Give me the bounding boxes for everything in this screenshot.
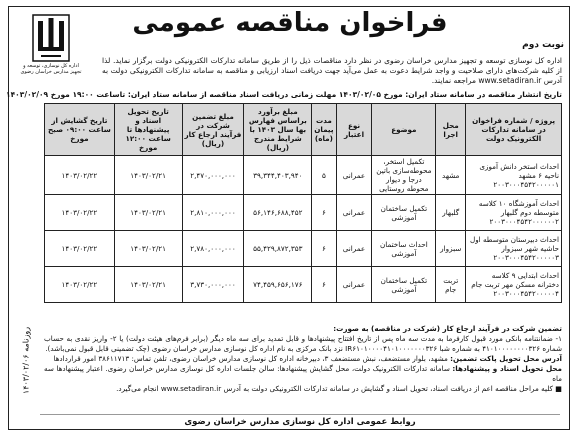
intro-text: اداره کل نوسازی توسعه و تجهیز مدارس خراسان رضوی در نظر دارد مناقصات ذیل را از طریق سامانه تدارکات الکترونیکی دولت برگزار نماید. لذا از کلیه شرکت‌های دارای صلاحیت و واجد شرایط دعوت به عمل می‌آید جهت دریافت اسناد ارزیابی و مناقصه به سامانه تدارکات الکترونیکی دولت به آدرس: [102, 56, 562, 85]
bids-text: سامانه تدارکات الکترونیک دولت، محل گشایش پیشنهادها: سالن جلسات اداره کل نوسازی مدارس خراسان رضوی. اعتبار پیشنهادها سه ماه: [44, 364, 562, 383]
cell-place: گلبهار: [436, 195, 466, 231]
col-project: پروژه / شماره فراخوان در سامانه تدارکات الکترونیک دولت: [466, 104, 562, 156]
cell-delivery: ۱۴۰۳/۰۲/۲۱: [114, 267, 182, 303]
organization-logo: [18, 14, 84, 84]
table-row: [45, 195, 562, 231]
cell-estimate: ۵۶,۱۴۶,۶۸۸,۴۵۲: [244, 195, 312, 231]
cell-duration: ۵: [312, 156, 336, 195]
guarantee-heading: تضمین شرکت در فرآیند ارجاع کار (شرکت در مناقصه) به صورت:: [333, 324, 562, 333]
cell-project: احداث ابتدایی ۹ کلاسه دخترانه مسکن مهر تربت جام ۲۰۰۳۰۰۰۴۵۴۲۰۰۰۰۰۴: [466, 267, 562, 303]
col-subject: موضوع: [372, 104, 436, 156]
col-opening: تاریخ گشایش از ساعت ۰۹:۰۰ صبح مورخ: [45, 104, 115, 156]
cell-opening: ۱۴۰۳/۰۲/۲۲: [45, 156, 115, 195]
guarantee-bids: [44, 364, 562, 384]
cell-opening: ۱۴۰۳/۰۲/۲۲: [45, 195, 115, 231]
cell-opening: ۱۴۰۳/۰۲/۲۲: [45, 267, 115, 303]
logo-caption: اداره کل نوسازی، توسعه و تجهیز مدارس خراسان رضوی: [20, 63, 82, 75]
intro-suffix: مراجعه نمایند.: [431, 76, 477, 85]
cell-subject: تکمیل استخر، محوطه‌سازی باتین درجا و دیوار محوطه روستایی: [372, 156, 436, 195]
col-estimate: مبلغ برآورد براساس فهارس بها سال ۱۴۰۳ با شرایط مندرج (ریال): [244, 104, 312, 156]
table-row: [45, 267, 562, 303]
cell-subject: تکمیل ساختمان آموزشی: [372, 195, 436, 231]
table-row: [45, 231, 562, 267]
intro-paragraph: [102, 56, 562, 86]
cell-credit: عمرانی: [336, 267, 372, 303]
col-credit: نوع اعتبار: [336, 104, 372, 156]
dates-line: تاریخ انتشار مناقصه در سامانه ستاد ایران: مورخ ۱۴۰۳/۰۲/۰۵ مهلت زمانی دریافت اسناد مناقصه از سامانه ستاد ایران: تاساعت ۱۹:۰۰ مورخ ۱۴۰۳/۰۲/۰۹: [6, 90, 562, 99]
cell-subject: احداث ساختمان آموزشی: [372, 231, 436, 267]
notice-bullet: ■: [552, 384, 562, 393]
cell-guarantee: ۲,۴۷۰,۰۰۰,۰۰۰: [182, 156, 244, 195]
round-label: نوبت دوم: [522, 40, 564, 50]
col-guarantee: مبلغ تضمین شرکت در فرآیند ارجاع کار (ریال): [182, 104, 244, 156]
address-label: آدرس محل تحویل پاکت تضمین:: [450, 354, 562, 363]
cell-delivery: ۱۴۰۳/۰۲/۲۱: [114, 156, 182, 195]
col-place: محل اجرا: [436, 104, 466, 156]
side-newspaper-date: [22, 300, 30, 420]
cell-opening: ۱۴۰۳/۰۲/۲۲: [45, 231, 115, 267]
cell-credit: عمرانی: [336, 156, 372, 195]
intro-url[interactable]: www.setadiran.ir: [478, 76, 542, 85]
guarantee-address: [44, 354, 562, 364]
cell-estimate: ۵۵,۴۲۹,۸۷۲,۳۵۳: [244, 231, 312, 267]
col-delivery: تاریخ تحویل اسناد و پیشنهادها تا ساعت ۱۲:۰۰ مورخ: [114, 104, 182, 156]
table-row: [45, 156, 562, 195]
tender-table: [44, 103, 562, 303]
emblem-icon: [32, 14, 70, 62]
cell-project: احداث آموزشگاه ۱۰ کلاسه متوسطه دوم گلبهار ۲۰۰۳۰۰۰۴۵۴۲۰۰۰۰۰۰۲: [466, 195, 562, 231]
cell-delivery: ۱۴۰۳/۰۲/۲۱: [114, 231, 182, 267]
cell-delivery: ۱۴۰۳/۰۲/۲۱: [114, 195, 182, 231]
cell-duration: ۶: [312, 195, 336, 231]
cell-place: سبزوار: [436, 231, 466, 267]
guarantee-line-1: ۱- ضمانتنامه بانکی مورد قبول کارفرما به مدت سه ماه پس از تاریخ افتتاح پیشنهادها و قابل تمدید برای سه ماه دیگر (برابر فرم‌های هیئت دولت) یا ۲- واریز نقدی به حساب شماره ۴۱۰۱۰۰۰۰۰۰۰۰۳۲۶ به شماره شبا IR۶۱۰۱۰۰۰۰۴۱۰۱۰۰۰۰۰۰۰۳۲۶ نزد بانک مرکزی به نام اداره کل نوسازی مدارس خراسان رضوی (چک تضمینی قابل قبول نمی‌باشد).: [44, 334, 562, 353]
cell-estimate: ۷۴,۴۵۹,۶۵۶,۱۷۶: [244, 267, 312, 303]
cell-credit: عمرانی: [336, 195, 372, 231]
cell-subject: تکمیل ساختمان آموزشی: [372, 267, 436, 303]
cell-place: مشهد: [436, 156, 466, 195]
col-duration: مدت پیمان (ماه): [312, 104, 336, 156]
table-header-row: [45, 104, 562, 156]
cell-project: احداث دبیرستان متوسطه اول حاشیه شهر سبزوار ۲۰۰۳۰۰۰۴۵۴۲۰۰۰۰۰۳: [466, 231, 562, 267]
bids-label: محل تحویل اسناد و پیشنهادها:: [452, 364, 562, 373]
cell-guarantee: ۲,۷۸۰,۰۰۰,۰۰۰: [182, 231, 244, 267]
guarantee-notice: [44, 384, 562, 394]
cell-duration: ۶: [312, 231, 336, 267]
cell-guarantee: ۳,۷۳۰,۰۰۰,۰۰۰: [182, 267, 244, 303]
footer-public-relations: روابط عمومی اداره کل نوسازی مدارس خراسان رضوی: [40, 414, 560, 428]
address-text: مشهد، بلوار مستضعف، نبش مستضعف ۳، دبیرخانه اداره کل نوسازی مدارس خراسان رضوی، تلفن تماس: ۳۸۶۱۱۷۱۳ امور قراردادها: [53, 354, 448, 363]
cell-place: تربت جام: [436, 267, 466, 303]
side-date-text: روزنامه ۱۴۰۳/۰۲/۰۶: [21, 326, 31, 395]
cell-duration: ۶: [312, 267, 336, 303]
notice-text: کلیه مراحل مناقصه اعم از دریافت اسناد، تحویل اسناد و گشایش در سامانه تدارکات الکترونیکی دولت به آدرس www.setadiran.ir انجام می‌گیرد.: [116, 384, 553, 393]
cell-estimate: ۳۹,۳۴۴,۴۰۳,۹۴۰: [244, 156, 312, 195]
guarantee-section: [44, 324, 562, 394]
cell-credit: عمرانی: [336, 231, 372, 267]
page-title: فراخوان مناقصه عمومی: [132, 8, 448, 38]
cell-project: احداث استخر دانش آموزی ناحیه ۶ مشهد ۲۰۰۳۰۰۰۴۵۴۲۰۰۰۰۰۱: [466, 156, 562, 195]
cell-guarantee: ۲,۸۱۰,۰۰۰,۰۰۰: [182, 195, 244, 231]
